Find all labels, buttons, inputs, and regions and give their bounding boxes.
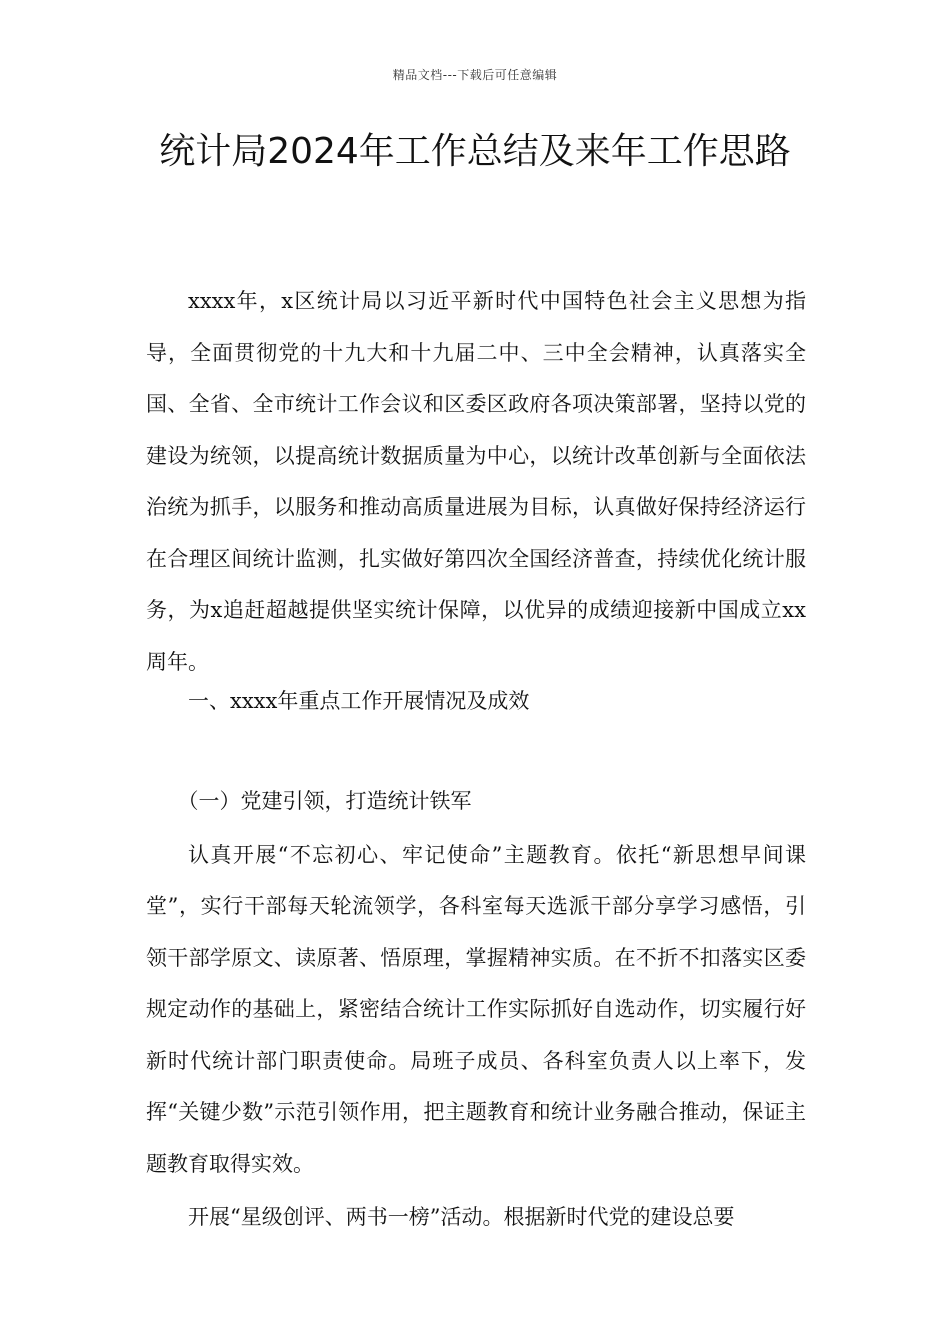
subsection-1-block <box>146 776 806 1244</box>
paragraph-2: 认真开展“不忘初心、牢记使命”主题教育。依托“新思想早间课堂”，实行干部每天轮流领学，各科室每天选派干部分享学习感悟，引领干部学原文、读原著、悟原理，掌握精神实质。在不折不扣落实区委规定动作的基础上，紧密结合统计工作实际抓好自选动作，切实履行好新时代统计部门职责使命。局班子成员、各科室负责人以上率下，发挥“关键少数”示范引领作用，把主题教育和统计业务融合推动，保证主题教育取得实效。 <box>146 842 806 1176</box>
document-title: 统计局2024年工作总结及来年工作思路 <box>159 131 791 172</box>
subsection-1-heading: （一）党建引领，打造统计铁军 <box>177 789 472 813</box>
intro-block <box>146 276 806 688</box>
section-1-heading: 一、xxxx年重点工作开展情况及成效 <box>188 689 530 713</box>
paragraph-3: 开展“星级创评、两书一榜”活动。根据新时代党的建设总要 <box>188 1205 735 1229</box>
header-note: 精品文档---下载后可任意编辑 <box>392 68 558 82</box>
intro-paragraph: xxxx年，x区统计局以习近平新时代中国特色社会主义思想为指导，全面贯彻党的十九大和十九届二中、三中全会精神，认真落实全国、全省、全市统计工作会议和区委区政府各项决策部署，坚持以党的建设为统领，以提高统计数据质量为中心，以统计改革创新与全面依法治统为抓手，以服务和推动高质量进展为目标，认真做好保持经济运行在合理区间统计监测，扎实做好第四次全国经济普查，持续优化统计服务，为x追赶超越提供坚实统计保障，以优异的成绩迎接新中国成立xx周年。 <box>146 289 806 674</box>
section-1-block <box>146 676 806 728</box>
